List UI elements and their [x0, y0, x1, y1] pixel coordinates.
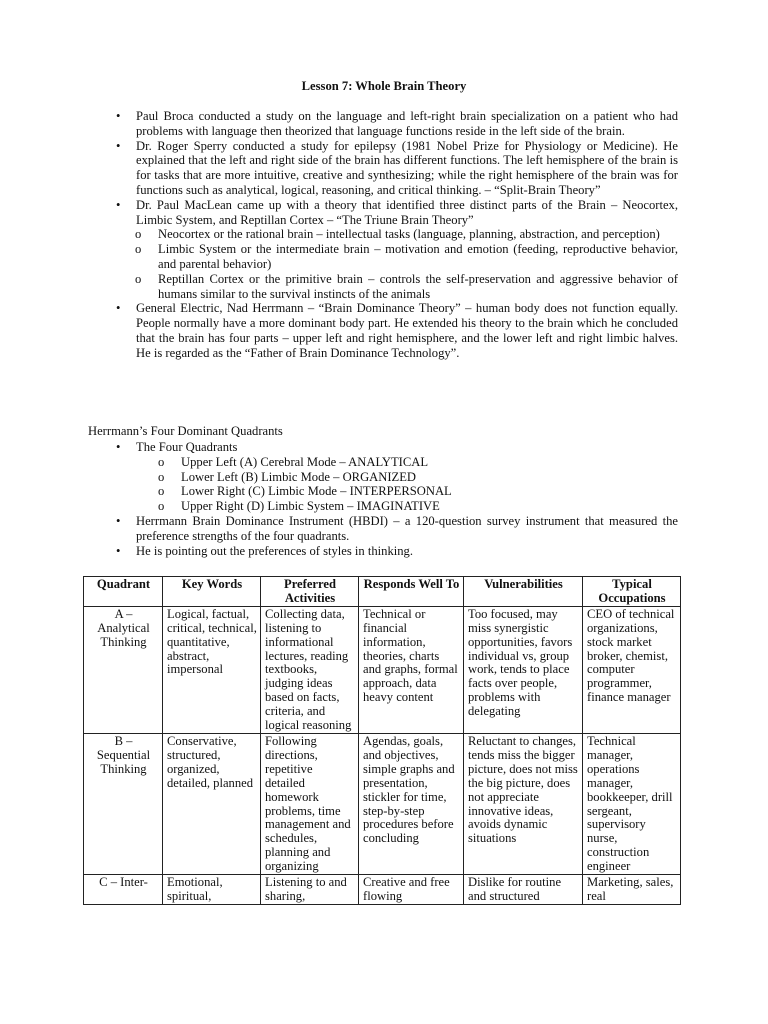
- circle-bullet-icon: o: [135, 242, 142, 257]
- bullet-icon: •: [116, 440, 121, 454]
- bullet-icon: •: [116, 543, 121, 558]
- circle-bullet-icon: o: [158, 499, 165, 514]
- table-cell: Agendas, goals, and objectives, simple graphs and presentation, stickler for time, step-by-step procedures before concluding: [359, 733, 464, 874]
- table-cell: B – Sequential Thinking: [84, 733, 163, 874]
- circle-bullet-icon: o: [158, 469, 165, 484]
- bullet-hbdi: • Herrmann Brain Dominance Instrument (HBDI) – a 120-question survey instrument that measured the preference strengths of the four quadrants.: [116, 513, 678, 543]
- bullet-icon: •: [116, 301, 121, 316]
- sub-item: o Reptillan Cortex or the primitive brain – controls the self-preservation and aggressive behavior of humans similar to the survival instincts of the animals: [135, 271, 678, 301]
- bullet-four-quadrants: • The Four Quadrants o Upper Left (A) Cerebral Mode – ANALYTICAL o Lower Left (B) Limbic Mode – ORGANIZED o Lower Right (C) Limbic Mode – INTERPERSONAL o Upper Right (D) Limbic System – IMAGINATIVE: [112, 440, 678, 514]
- table-cell: Dislike for routine and structured: [464, 875, 583, 905]
- circle-bullet-icon: o: [135, 227, 142, 242]
- table-cell: A – Analytical Thinking: [84, 606, 163, 733]
- triune-sublist: [112, 227, 678, 301]
- table-cell: Emotional, spiritual,: [163, 875, 261, 905]
- intro-bullets: [112, 109, 678, 361]
- header-quadrant: Quadrant: [84, 577, 163, 607]
- table-cell: Collecting data, listening to informational lectures, reading textbooks, judging ideas based on facts, criteria, and logical reasoning: [261, 606, 359, 733]
- table-cell: Technical or financial information, theories, charts and graphs, formal approach, data heavy content: [359, 606, 464, 733]
- header-preferred-activities: Preferred Activities: [261, 577, 359, 607]
- table-cell: Marketing, sales, real: [583, 875, 681, 905]
- bullet-icon: •: [116, 197, 121, 212]
- table-header-row: [84, 577, 681, 607]
- header-vulnerabilities: Vulnerabilities: [464, 577, 583, 607]
- bullet-broca: • Paul Broca conducted a study on the language and left-right brain specialization on a patient who had problems with language then theorized that language functions reside in the left side of the brain.: [116, 109, 678, 138]
- table-cell: CEO of technical organizations, stock market broker, chemist, computer programmer, finance manager: [583, 606, 681, 733]
- section-heading: Herrmann’s Four Dominant Quadrants: [88, 424, 283, 438]
- bullet-icon: •: [116, 138, 121, 153]
- table-row: [84, 733, 681, 874]
- table-cell: Conservative, structured, organized, detailed, planned: [163, 733, 261, 874]
- table-cell: Technical manager, operations manager, bookkeeper, drill sergeant, supervisory nurse, construction engineer: [583, 733, 681, 874]
- table-cell: Logical, factual, critical, technical, quantitative, abstract, impersonal: [163, 606, 261, 733]
- lesson-title: Lesson 7: Whole Brain Theory: [301, 79, 467, 93]
- bullet-herrmann: • General Electric, Nad Herrmann – “Brain Dominance Theory” – human body does not function equally. People normally have a more dominant body part. He extended his theory to the brain which he concluded that the brain has four parts – upper left and right hemisphere, and the lower left and right limbic halves. He is regarded as the “Father of Brain Dominance Technology”.: [116, 301, 678, 360]
- header-typical-occupations: Typical Occupations: [583, 577, 681, 607]
- quadrant-item: o Lower Right (C) Limbic Mode – INTERPERSONAL: [158, 484, 452, 499]
- table-row: [84, 606, 681, 733]
- circle-bullet-icon: o: [158, 454, 165, 469]
- bullet-sperry: • Dr. Roger Sperry conducted a study for epilepsy (1981 Nobel Prize for Physiology or Medicine). He explained that the left and right side of the brain has different functions. The left hemisphere of the brain is for tasks that are more intuitive, creative and synthesizing; while the right hemisphere of the brain was for functions such as analytical, logical, reasoning, and critical thinking. – “Split-Brain Theory”: [116, 138, 678, 197]
- bullet-icon: •: [116, 109, 121, 123]
- quadrant-table: [83, 576, 681, 905]
- circle-bullet-icon: o: [158, 484, 165, 499]
- circle-bullet-icon: o: [135, 271, 142, 286]
- sub-item: o Neocortex or the rational brain – intellectual tasks (language, planning, abstraction, and perception): [135, 227, 660, 242]
- bullet-pointing: • He is pointing out the preferences of styles in thinking.: [116, 543, 414, 558]
- bullet-icon: •: [116, 513, 121, 528]
- header-key-words: Key Words: [163, 577, 261, 607]
- bullet-maclean: • Dr. Paul MacLean came up with a theory that identified three distinct parts of the Brain – Neocortex, Limbic System, and Reptillan Cortex – “The Triune Brain Theory” o Neocortex or the rational brain – intellectual tasks (language, planning, abstraction, and perception) o Limbic System or the intermediate brain – motivation and emotion (feeding, reproductive behavior, and parental behavior) o Reptillan Cortex or the primitive brain – controls the self-preservation and aggressive behavior of humans similar to the survival instincts of the animals: [112, 198, 678, 302]
- quadrant-item: o Lower Left (B) Limbic Mode – ORGANIZED: [158, 469, 417, 484]
- quadrant-item: o Upper Right (D) Limbic System – IMAGINATIVE: [158, 499, 440, 514]
- quadrant-sublist: [112, 455, 678, 514]
- table-cell: Creative and free flowing: [359, 875, 464, 905]
- header-responds-well-to: Responds Well To: [359, 577, 464, 607]
- table-cell: Following directions, repetitive detailed homework problems, time management and schedules, planning and organizing: [261, 733, 359, 874]
- quadrant-bullets: [112, 440, 678, 558]
- table-cell: Too focused, may miss synergistic opportunities, favors individual vs, group work, tends to place facts over people, problems with delegating: [464, 606, 583, 733]
- table-row: [84, 875, 681, 905]
- sub-item: o Limbic System or the intermediate brain – motivation and emotion (feeding, reproductive behavior, and parental behavior): [135, 242, 678, 271]
- table-cell: Reluctant to changes, tends miss the bigger picture, does not miss the big picture, does not appreciate innovative ideas, avoids dynamic situations: [464, 733, 583, 874]
- table-cell: Listening to and sharing,: [261, 875, 359, 905]
- quadrant-item: o Upper Left (A) Cerebral Mode – ANALYTICAL: [158, 454, 429, 469]
- table-cell: C – Inter-: [84, 875, 163, 905]
